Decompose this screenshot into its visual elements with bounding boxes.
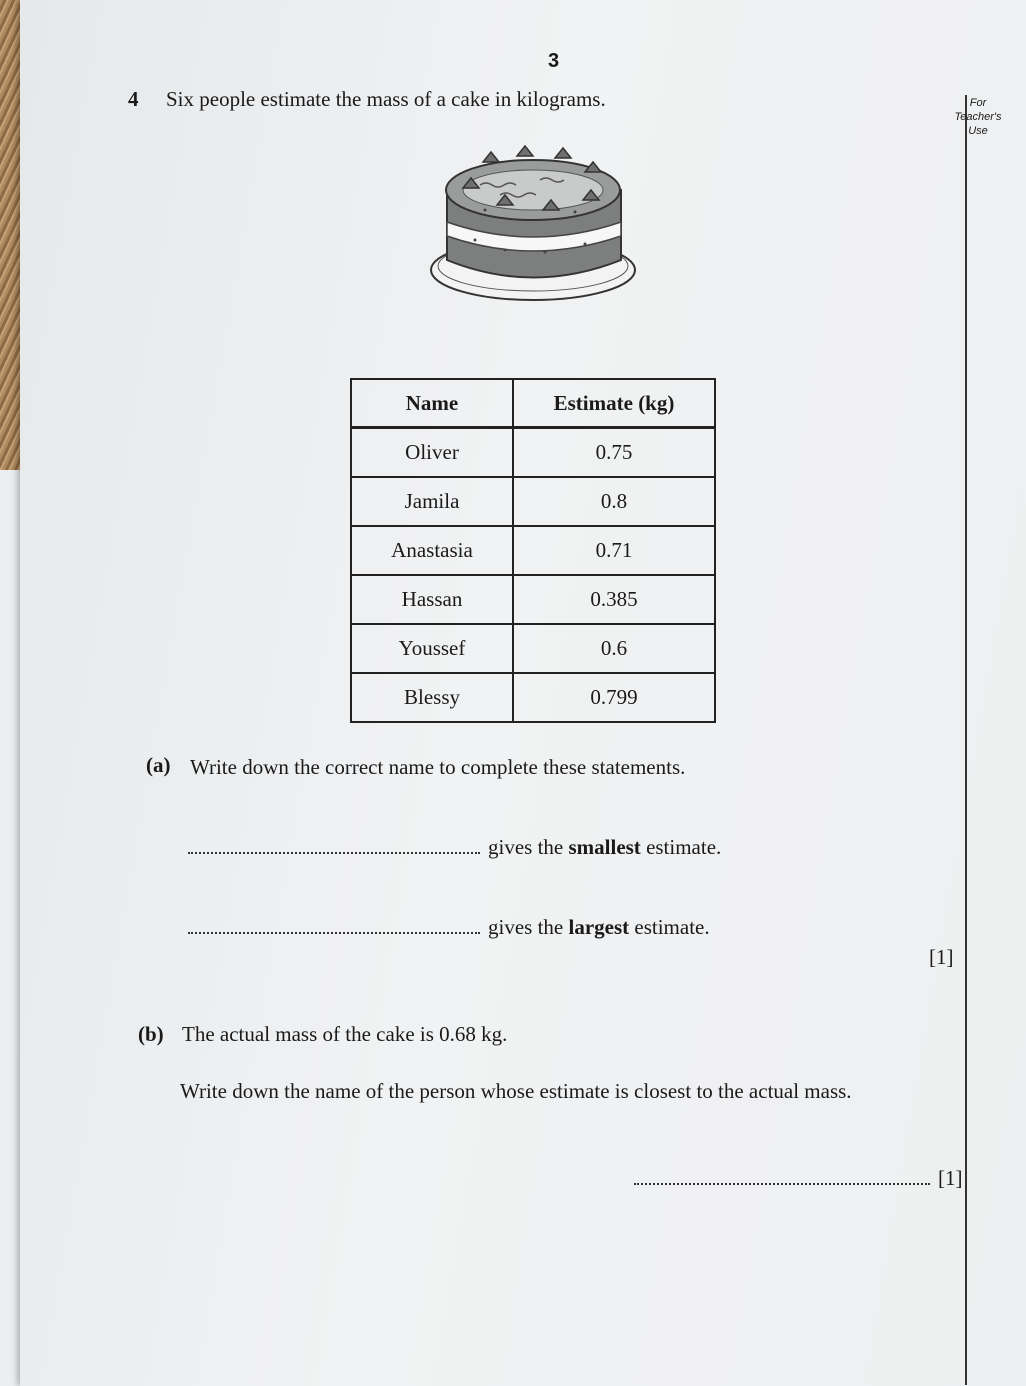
row-name: Hassan xyxy=(351,575,513,624)
table-row xyxy=(351,575,715,624)
row-estimate: 0.799 xyxy=(513,673,715,722)
estimates-table xyxy=(350,378,716,723)
row-name: Anastasia xyxy=(351,526,513,575)
largest-post: estimate. xyxy=(629,915,710,939)
teacher-margin-line xyxy=(965,95,967,1385)
table-row xyxy=(351,477,715,526)
part-a-marks: [1] xyxy=(929,945,954,969)
part-a-instruction: Write down the correct name to complete these statements. xyxy=(190,755,686,779)
row-estimate: 0.75 xyxy=(513,428,715,478)
smallest-pre: gives the xyxy=(488,835,569,859)
question-stem: Six people estimate the mass of a cake in kilograms. xyxy=(166,87,606,111)
smallest-post: estimate. xyxy=(640,835,722,859)
teacher-use-line-3: Use xyxy=(968,125,988,137)
table-header-row xyxy=(351,379,715,428)
smallest-keyword: smallest xyxy=(568,835,641,859)
answer-line-largest xyxy=(188,915,710,940)
row-estimate: 0.8 xyxy=(513,477,715,526)
row-estimate: 0.6 xyxy=(513,624,715,673)
answer-blank-closest[interactable] xyxy=(634,1183,930,1185)
header-estimate: Estimate (kg) xyxy=(513,379,715,428)
part-b-instruction: Write down the name of the person whose estimate is closest to the actual mass. xyxy=(180,1079,852,1103)
answer-line-closest xyxy=(634,1166,963,1191)
header-name: Name xyxy=(351,379,513,428)
row-name: Youssef xyxy=(351,624,513,673)
row-estimate: 0.385 xyxy=(513,575,715,624)
table-row xyxy=(351,428,715,478)
cake-illustration xyxy=(425,140,645,310)
question-number: 4 xyxy=(128,87,139,111)
part-b-marks: [1] xyxy=(938,1166,963,1190)
row-name: Blessy xyxy=(351,673,513,722)
row-estimate: 0.71 xyxy=(513,526,715,575)
part-b-label: (b) xyxy=(138,1022,164,1046)
largest-keyword: largest xyxy=(568,915,630,939)
table-row xyxy=(351,673,715,722)
part-a-label: (a) xyxy=(146,753,171,777)
teacher-use-line-1: For xyxy=(969,97,987,109)
part-b-statement: The actual mass of the cake is 0.68 kg. xyxy=(182,1022,508,1046)
table-row xyxy=(351,526,715,575)
answer-blank-largest[interactable] xyxy=(188,932,480,934)
teacher-use-line-2: Teacher's xyxy=(954,111,1002,123)
answer-blank-smallest[interactable] xyxy=(188,852,480,854)
answer-line-smallest xyxy=(188,835,721,860)
teacher-use-label xyxy=(950,96,1006,138)
row-name: Jamila xyxy=(351,477,513,526)
page-number: 3 xyxy=(548,50,560,72)
largest-pre: gives the xyxy=(488,915,569,939)
table-row xyxy=(351,624,715,673)
row-name: Oliver xyxy=(351,428,513,478)
